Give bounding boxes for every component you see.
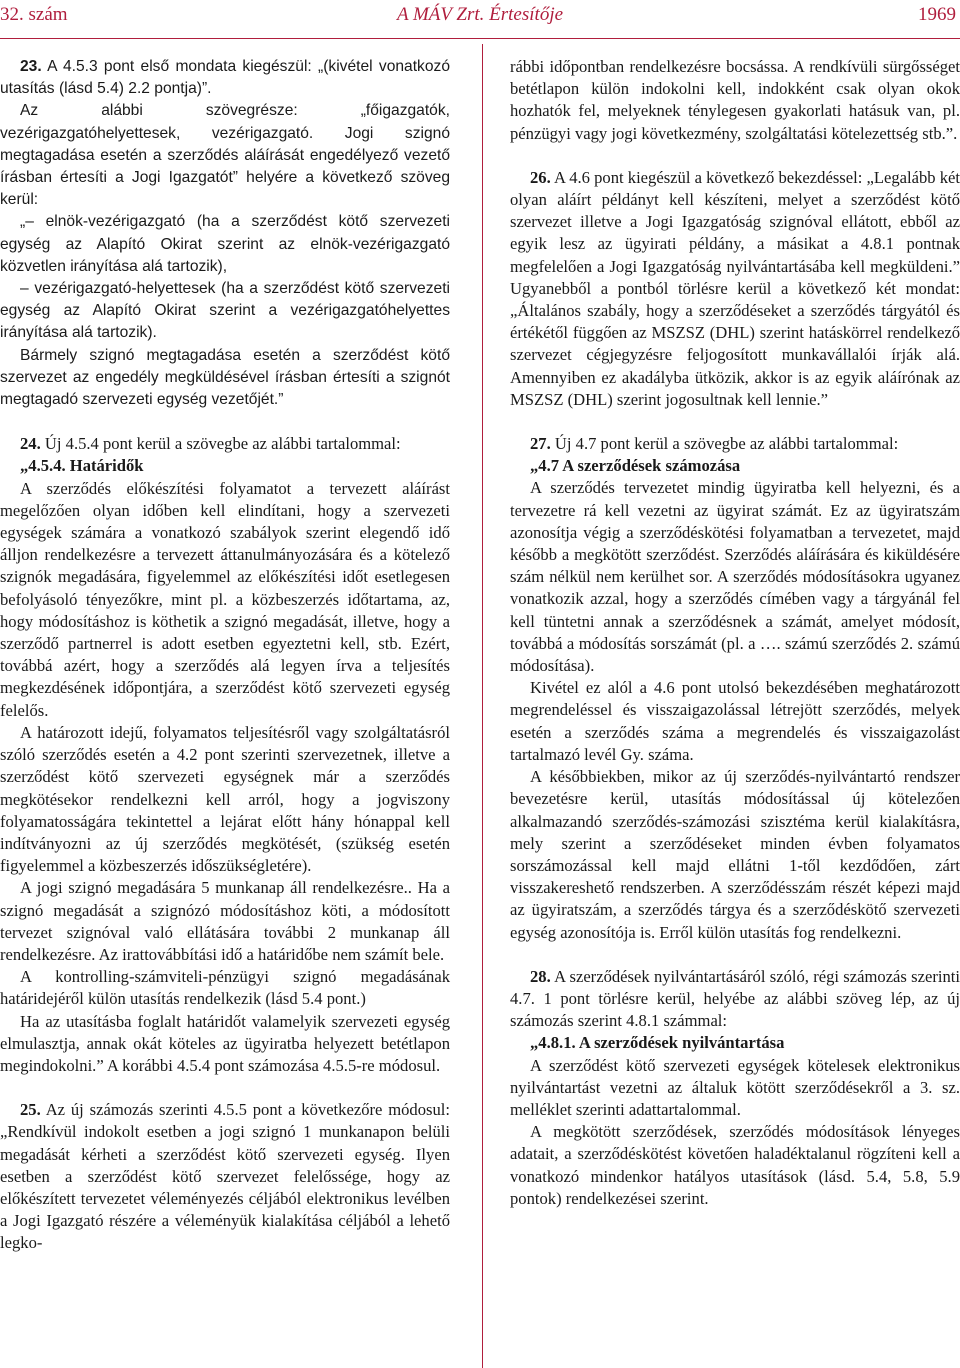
left-column [0,56,450,1255]
page-header [0,0,960,40]
section-24-text: Új 4.5.4 pont kerül a szövegbe az alábbi tartalommal: [44,434,401,454]
section-28-paragraph-1: A szerződést kötő szervezeti egységek kötelesek elektronikus nyilvántartást vezetni az általuk kötött szerződésekről a 3. sz. melléklet szerinti adattartalommal. [510,1055,960,1119]
section-25-continued: rábbi időpontban rendelkezésre bocsássa. A rendkívüli sürgősséget betétlapon külön indokolni kell, indokként csak olyan okok hozhatók fel, melyeknek ténylegesen gyakorlati hatásuk van, pl. pénzügyi vagy jogi következmény, szolgáltatási kötelezettség stb.”. [510,57,960,143]
section-28-intro [510,966,960,1033]
section-24-paragraph-5: Ha az utasításba foglalt határidőt valamelyik szervezeti egység elmulasztja, annak okát köteles az ügyiratba helyezett betétlapon megindokolni.” A korábbi 4.5.4 pont számozása 4.5.5-re módosul. [0,1011,450,1075]
section-25-intro [0,1099,450,1254]
header-rule [0,38,960,39]
section-24-paragraph-3: A jogi szignó megadására 5 munkanap áll rendelkezésre.. Ha a szignó megadását a szignózó módosításhoz köti, a módosított tervezet szignóval való ellátására további 2 munkanap áll rendelkezésre. Az irattovábbítási idő a határidőbe nem számít bele. [0,878,450,964]
page-number-left: 32. szám [0,4,68,25]
page-number-right: 1969 [918,4,956,25]
section-23-intro [0,56,450,100]
section-24-intro [0,433,450,455]
section-27-number: 27. [530,434,551,454]
section-28-paragraph-2: A megkötött szerződések, szerződés módosítások lényeges adatait, a szerződéskötést követően haladéktalanul rögzíteni kell a vonatkozó mindenkor hatályos utasítások (lásd. 5.4, 5.8, 5.9 pontok) rendelkezései szerint. [510,1122,960,1208]
section-23-item-2: – vezérigazgató-helyettesek (ha a szerződést kötő szervezeti egység az Alapító Okirat szerint a vezérigazgatóhelyettes irányítása alá tartozik). [0,280,450,342]
right-column [510,56,960,1210]
section-27-heading: „4.7 A szerződések számozása [530,456,741,476]
section-25-number: 25. [20,1100,41,1120]
column-divider [482,44,483,1368]
journal-title: A MÁV Zrt. Értesítője [396,4,564,25]
section-23-closing: Bármely szignó megtagadása esetén a szerződést kötő szervezet az engedély megküldésével írásban értesíti a szignót megtagadó szervezeti egység vezetőjét.” [0,346,450,409]
section-26-intro [510,167,960,411]
section-28-heading: „4.8.1. A szerződések nyilvántartása [530,1033,785,1053]
section-27-text: Új 4.7 pont kerül a szövegbe az alábbi tartalommal: [554,434,899,454]
section-26-text: A 4.6 pont kiegészül a következő bekezdéssel: „Legalább két olyan aláírt példányt kell készíteni, melyet a szerződést kötő szervezet illetve a Jogi Igazgatóság szignóval ellátott, ebből az egyik lesz az ügyirati példány, a másikat a 4.8.1 pontnak megfelelően a Jogi Igazgatóság nyilvántartásába kell megküldeni.” Ugyanebből a pontból törlésre kerül a következő két mondat: „Általános szabály, hogy a szerződéseket a szerződés tárgyától és értékétől függően az MSZSZ (DHL) szerint hatáskörrel rendelkező szervezet cégjegyzésre feljogosított munkavállalói írják alá. Amennyiben ez akadályba ütközik, akkor is az egyik aláírónak az MSZSZ (DHL) szerint jogosultnak kell lennie.” [510,167,960,409]
section-24-paragraph-4: A kontrolling-számviteli-pénzügyi szignó megadásának határidejéről külön utasítás rendelkezik (lásd 5.4 pont.) [0,967,450,1009]
section-23-item-1: „– elnök-vezérigazgató (ha a szerződést kötő szervezeti egység az Alapító Okirat szerint az elnök-vezérigazgató közvetlen irányítása alá tartozik), [0,213,450,275]
section-24-number: 24. [20,434,41,454]
section-28-number: 28. [530,966,551,986]
section-27-intro [510,433,960,455]
section-26-number: 26. [530,167,551,187]
section-27-paragraph-1: A szerződés tervezetet mindig ügyiratba kell helyezni, és a tervezetre rá kell vezetni az ügyirat számát. Ez az ügyiratszám azonosítja végig a szerződéskötési folyamatban a tervezetet, majd később a megkötött szerződést. Szerződés aláírására és kiküldésére szám nélkül nem kerülhet sor. A szerződés módosításokra ugyanez vonatkozik azzal, hogy a szerződés címében vagy a tárgyánál fel kell tüntetni annak a szerződésnek a számát, amelyet módosít, továbbá a módosítás sorszámát (pl. a …. számú szerződés 2. számú módosítása). [510,478,960,676]
section-27-paragraph-3: A későbbiekben, mikor az új szerződés-nyilvántartó rendszer bevezetésre kerül, utasítás módosítással új kötelezően alkalmazandó szerződés-számozási szisztéma kerül kialakításra, mely szerint a szerződéseket minden évben folyamatos sorszámozással kell majd ellátni 1-től kezdődően, zárt visszakereshető rendszerben. A szerződésszám részét képezi majd az ügyiratszám, a szerződés tárgya és a szerződéskötő szervezeti egység azonosítója is. Erről külön utasítás fog rendelkezni. [510,767,960,942]
section-24-paragraph-1: A szerződés előkészítési folyamatot a tervezett aláírást megelőzően olyan időben kell elindítani, hogy a szervezeti egységek számára a vonatkozó szabályok szerint elegendő idő álljon rendelkezésre a tervezett áttanulmányozására és a kötelező szignók megadására, figyelemmel az előkészítési időt esetlegesen befolyásoló tényezőkre, mint pl. a közbeszerzés időtartama, az, hogy módosításhoz is köthetik a szignó megadását, illetve, hogy a szerződő partnerrel is adott esetben egyeztetni kell, stb. Ezért, továbbá azért, hogy a szerződés alá legyen írva a teljesítés megkezdésének időpontjára, a szerződést kötő szervezeti egység felelős. [0,478,450,720]
section-25-text: Az új számozás szerinti 4.5.5 pont a következőre módosul: „Rendkívül indokolt esetben a jogi szignó 1 munkanapon belüli megadását kérheti a szerződést kötő szervezeti egység. Ilyen esetben a szerződést kötő szervezet felelőssége, hogy az előkészített tervezetet véleményezés céljából elektronikus levélben a Jogi Igazgató részére a véleményük kialakítása céljából a lehető legko- [0,1100,451,1253]
section-23-text: A 4.5.3 pont első mondata kiegészül: „(kivétel vonatkozó utasítás (lásd 5.4) 2.2 pontja)”. [0,58,450,98]
section-23-replace: Az alábbi szövegrésze: „főigazgatók, vezérigazgatóhelyettesek, vezérigazgató. Jogi szignó megtagadása esetén a szerződés aláírását engedélyező vezető írásban értesíti a Jogi Igazgatót” helyére a következő szöveg kerül: [0,102,450,209]
section-24-paragraph-2: A határozott idejű, folyamatos teljesítésről vagy szolgáltatásról szóló szerződés esetén a 4.2 pont szerinti szervezetnek, illetve a szerződést kötő szervezeti egységnek már a szerződés megkötésekor rendelkezni kell arról, hogy a jogviszony folyamatosságára tekintettel a lejárat előtt hány hónappal kell indítványozni az új szerződés megkötését, (szükség esetén figyelemmel a közbeszerzés időszükségletére). [0,722,450,876]
section-28-text: A szerződések nyilvántartásáról szóló, régi számozás szerinti 4.7. 1 pont törlésre kerül, helyébe az alábbi szöveg lép, az új számozás szerint 4.8.1 számmal: [510,966,960,1031]
section-27-paragraph-2: Kivétel ez alól a 4.6 pont utolsó bekezdésében meghatározott megrendeléssel és visszaigazolással létrejött szerződés, melyek esetén a szerződés száma a megrendelés és visszaigazolást tartalmazó levél Gy. száma. [510,678,960,764]
section-23-number: 23. [20,58,42,75]
section-24-heading: „4.5.4. Határidők [20,456,144,476]
